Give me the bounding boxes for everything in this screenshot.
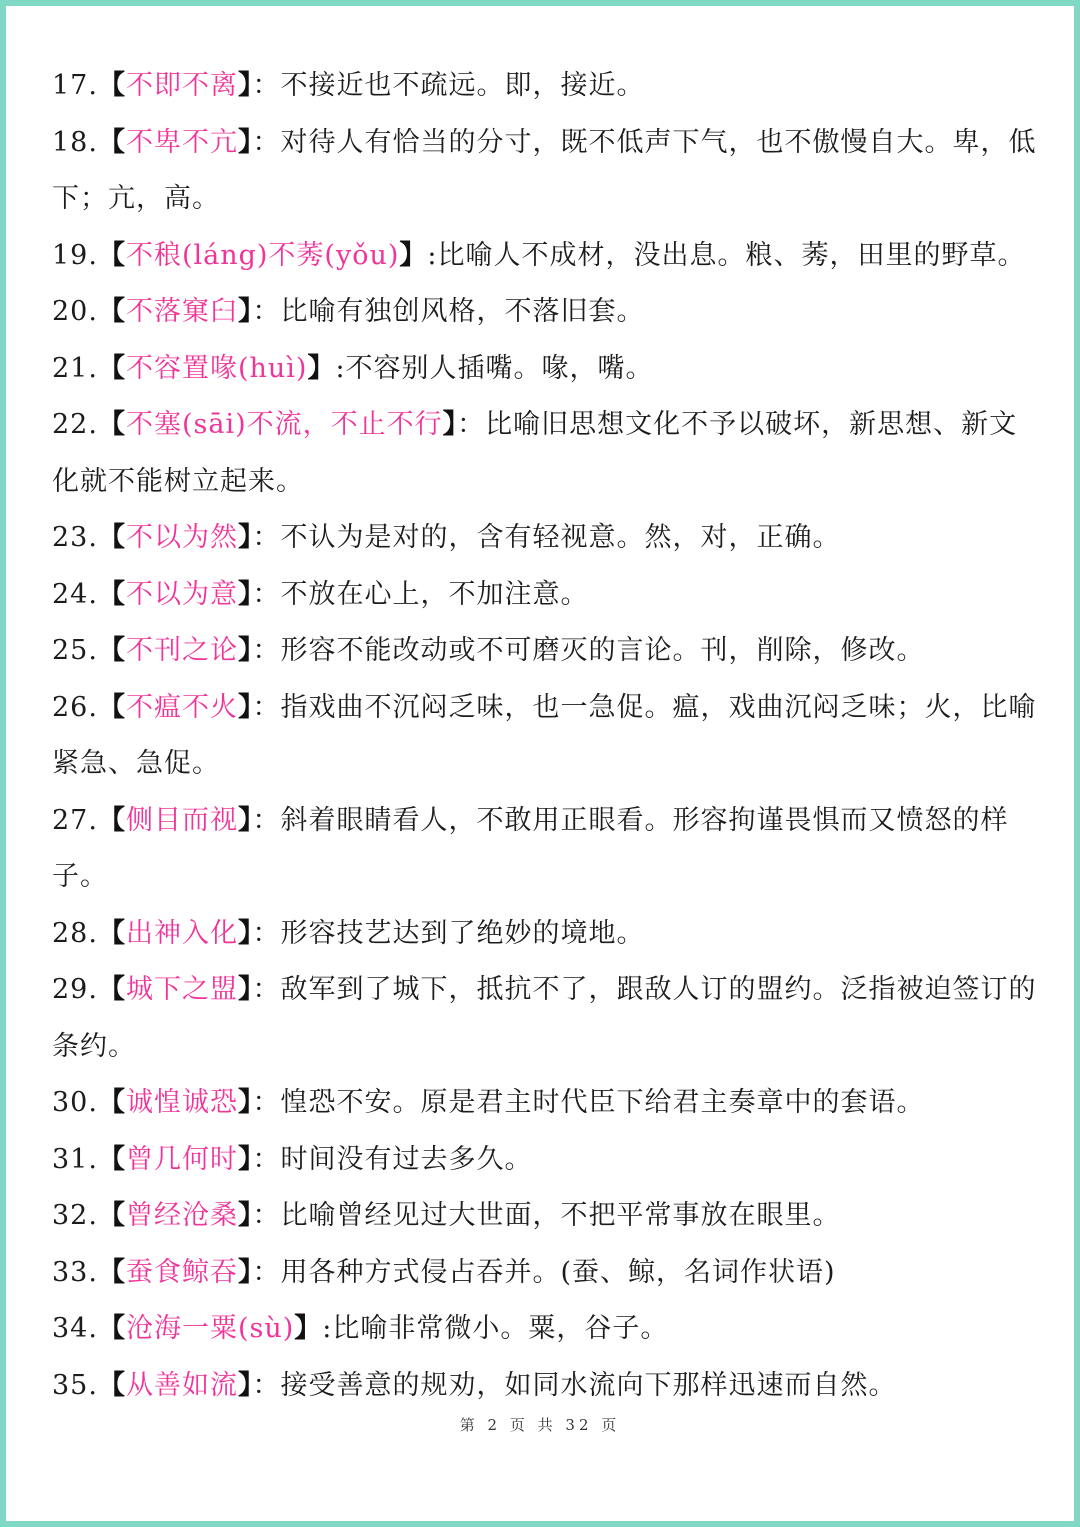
entry-number: 23. <box>52 522 98 553</box>
idiom-term: 不塞(sāi)不流，不止不行 <box>125 409 443 440</box>
entry-number: 17. <box>52 70 98 101</box>
separator: ： <box>252 1256 281 1288</box>
idiom-entry <box>52 58 1042 115</box>
close-bracket: 】 <box>399 239 428 271</box>
open-bracket: 【 <box>97 578 126 610</box>
idiom-entry <box>52 623 1042 680</box>
separator: : <box>427 239 438 271</box>
separator: ： <box>252 296 281 327</box>
idiom-term: 诚惶诚恐 <box>125 1087 238 1118</box>
idiom-list <box>52 58 1042 1414</box>
close-bracket: 】 <box>237 1200 253 1231</box>
open-bracket: 【 <box>97 635 126 666</box>
idiom-term: 从善如流 <box>125 1369 238 1401</box>
entry-number: 26. <box>52 691 98 723</box>
open-bracket: 【 <box>97 1313 126 1344</box>
idiom-definition: 斜着眼睛看人，不敢用正眼看。形容拘谨畏惧而又愤怒的样子。 <box>52 804 1009 892</box>
idiom-term: 不瘟不火 <box>125 691 238 723</box>
entry-number: 19. <box>52 239 98 271</box>
entry-number: 18. <box>52 126 98 158</box>
close-bracket: 】 <box>237 1256 253 1288</box>
document-page <box>6 6 1074 1521</box>
separator: ： <box>252 691 281 723</box>
separator: ： <box>252 1143 281 1175</box>
page-footer <box>6 1414 1074 1435</box>
open-bracket: 【 <box>97 1143 126 1175</box>
idiom-term: 出神入化 <box>125 917 238 949</box>
entry-number: 30. <box>52 1087 98 1118</box>
idiom-term: 蚕食鲸吞 <box>125 1256 238 1288</box>
idiom-term: 曾几何时 <box>125 1143 238 1175</box>
idiom-definition: 不认为是对的，含有轻视意。然，对，正确。 <box>280 522 841 553</box>
idiom-entry <box>52 115 1042 228</box>
separator: ： <box>252 522 281 553</box>
open-bracket: 【 <box>97 917 126 949</box>
idiom-entry <box>52 962 1042 1075</box>
idiom-entry <box>52 1301 1042 1358</box>
idiom-entry <box>52 1188 1042 1245</box>
idiom-term: 不落窠臼 <box>125 296 238 327</box>
idiom-entry <box>52 1075 1042 1132</box>
close-bracket: 】 <box>237 70 253 101</box>
close-bracket: 】 <box>237 917 253 949</box>
close-bracket: 】 <box>237 1143 253 1175</box>
idiom-entry <box>52 906 1042 963</box>
close-bracket: 】 <box>237 578 253 610</box>
separator: ： <box>252 1087 281 1118</box>
idiom-term: 侧目而视 <box>125 804 238 836</box>
entry-number: 27. <box>52 804 98 836</box>
close-bracket: 】 <box>237 635 253 666</box>
idiom-entry <box>52 397 1042 510</box>
entry-number: 31. <box>52 1143 98 1175</box>
separator: ： <box>252 804 281 836</box>
entry-number: 21. <box>52 352 98 384</box>
open-bracket: 【 <box>97 70 126 101</box>
entry-number: 28. <box>52 917 98 949</box>
open-bracket: 【 <box>97 126 126 158</box>
close-bracket: 】 <box>237 1369 253 1401</box>
entry-number: 35. <box>52 1369 98 1401</box>
idiom-term: 不以为然 <box>125 522 238 553</box>
idiom-definition: 比喻有独创风格，不落旧套。 <box>280 296 645 327</box>
separator: ： <box>457 409 486 440</box>
open-bracket: 【 <box>97 352 126 384</box>
footer-page-word: 页 <box>509 1416 529 1434</box>
close-bracket: 】 <box>237 691 253 723</box>
idiom-definition: 接受善意的规劝，如同水流向下那样迅速而自然。 <box>280 1369 897 1401</box>
open-bracket: 【 <box>97 522 126 553</box>
open-bracket: 【 <box>97 1256 126 1288</box>
idiom-definition: 不接近也不疏远。即，接近。 <box>280 70 645 101</box>
close-bracket: 】 <box>237 804 253 836</box>
idiom-definition: 形容技艺达到了绝妙的境地。 <box>280 917 645 949</box>
entry-number: 22. <box>52 409 98 440</box>
separator: ： <box>252 917 281 949</box>
entry-number: 29. <box>52 974 98 1005</box>
idiom-entry <box>52 341 1042 398</box>
open-bracket: 【 <box>97 296 126 327</box>
idiom-entry <box>52 793 1042 906</box>
idiom-definition: 敌军到了城下，抵抗不了，跟敌人订的盟约。泛指被迫签订的条约。 <box>52 974 1037 1062</box>
close-bracket: 】 <box>307 352 336 384</box>
idiom-definition: 不容别人插嘴。喙，嘴。 <box>345 352 654 384</box>
separator: ： <box>252 126 281 158</box>
idiom-term: 城下之盟 <box>125 974 238 1005</box>
idiom-definition: 不放在心上，不加注意。 <box>280 578 589 610</box>
idiom-definition: 比喻曾经见过大世面，不把平常事放在眼里。 <box>280 1200 841 1231</box>
idiom-entry <box>52 1358 1042 1415</box>
idiom-definition: 对待人有恰当的分寸，既不低声下气，也不傲慢自大。卑，低下；亢，高。 <box>52 126 1037 214</box>
idiom-definition: 指戏曲不沉闷乏味，也一急促。瘟，戏曲沉闷乏味；火，比喻紧急、急促。 <box>52 691 1037 779</box>
entry-number: 33. <box>52 1256 98 1288</box>
current-page-number: 2 <box>487 1416 502 1434</box>
idiom-definition: 用各种方式侵占吞并。(蚕、鲸，名词作状语) <box>280 1256 836 1288</box>
footer-total-prefix: 共 <box>537 1416 557 1434</box>
close-bracket: 】 <box>294 1313 323 1344</box>
open-bracket: 【 <box>97 974 126 1005</box>
open-bracket: 【 <box>97 409 126 440</box>
open-bracket: 【 <box>97 691 126 723</box>
total-page-count: 32 <box>565 1416 593 1434</box>
entry-number: 34. <box>52 1313 98 1344</box>
entry-number: 25. <box>52 635 98 666</box>
separator: : <box>335 352 346 384</box>
idiom-definition: 惶恐不安。原是君主时代臣下给君主奏章中的套语。 <box>280 1087 925 1118</box>
idiom-term: 不刊之论 <box>125 635 238 666</box>
separator: ： <box>252 635 281 666</box>
idiom-entry <box>52 510 1042 567</box>
idiom-definition: 比喻人不成材，没出息。粮、莠，田里的野草。 <box>437 239 1026 271</box>
separator: ： <box>252 578 281 610</box>
idiom-term: 不以为意 <box>125 578 238 610</box>
close-bracket: 】 <box>237 974 253 1005</box>
separator: ： <box>252 1369 281 1401</box>
separator: : <box>322 1313 333 1344</box>
open-bracket: 【 <box>97 1200 126 1231</box>
close-bracket: 】 <box>237 1087 253 1118</box>
idiom-definition: 形容不能改动或不可磨灭的言论。刊，削除，修改。 <box>280 635 925 666</box>
idiom-entry <box>52 567 1042 624</box>
open-bracket: 【 <box>97 1369 126 1401</box>
footer-suffix: 页 <box>601 1416 621 1434</box>
separator: ： <box>252 70 281 101</box>
idiom-definition: 比喻非常微小。粟，谷子。 <box>332 1313 669 1344</box>
footer-prefix: 第 <box>459 1416 479 1434</box>
idiom-entry <box>52 284 1042 341</box>
idiom-entry <box>52 1132 1042 1189</box>
idiom-term: 不稂(láng)不莠(yǒu) <box>125 239 400 271</box>
open-bracket: 【 <box>97 804 126 836</box>
idiom-definition: 比喻旧思想文化不予以破坏，新思想、新文化就不能树立起来。 <box>52 409 1018 497</box>
idiom-term: 不容置喙(huì) <box>125 352 308 384</box>
idiom-term: 曾经沧桑 <box>125 1200 238 1231</box>
idiom-term: 不即不离 <box>125 70 238 101</box>
idiom-term: 沧海一粟(sù) <box>125 1313 295 1344</box>
idiom-term: 不卑不亢 <box>125 126 238 158</box>
close-bracket: 】 <box>237 296 253 327</box>
idiom-entry <box>52 1245 1042 1302</box>
open-bracket: 【 <box>97 239 126 271</box>
entry-number: 32. <box>52 1200 98 1231</box>
idiom-entry <box>52 680 1042 793</box>
close-bracket: 】 <box>237 522 253 553</box>
separator: ： <box>252 974 281 1005</box>
entry-number: 24. <box>52 578 98 610</box>
idiom-definition: 时间没有过去多久。 <box>280 1143 533 1175</box>
separator: ： <box>252 1200 281 1231</box>
close-bracket: 】 <box>442 409 458 440</box>
entry-number: 20. <box>52 296 98 327</box>
idiom-entry <box>52 228 1042 285</box>
open-bracket: 【 <box>97 1087 126 1118</box>
close-bracket: 】 <box>237 126 253 158</box>
